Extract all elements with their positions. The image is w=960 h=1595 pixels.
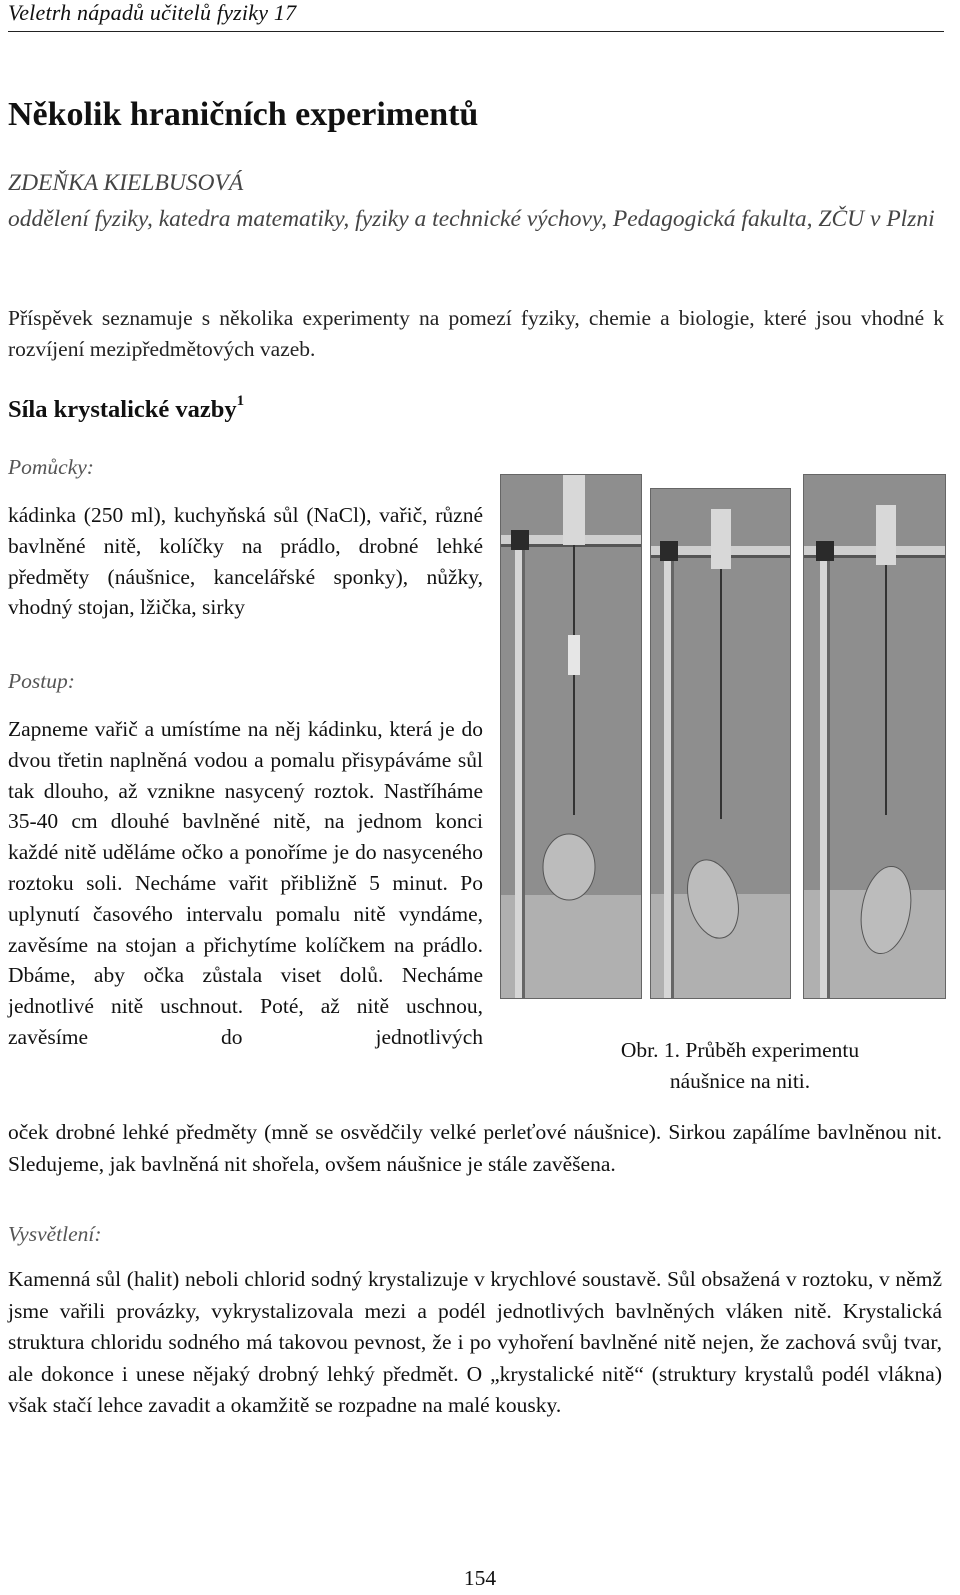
header-rule [8,31,944,32]
explanation-text: Kamenná sůl (halit) neboli chlorid sodný krystalizuje v krychlové soustavě. Sůl obsažená v roztoku, v němž jsme vařili provázky, vykrystalizovala mezi a podél jednotlivých bavlněných vláken nitě. Krystalická struktura chloridu sodného má takovou pevnost, že i po vyhoření bavlněné nitě nejen, že zachová svůj tvar, ale dokonce i unese nějaký drobný lehký předmět. O „krystalické nitě“ (struktury krystalů podél vlákna) však stačí lehce zavadit a okamžitě se rozpadne na malé kousky. [8,1267,942,1417]
experiment-photo-1 [500,474,642,999]
procedure-full-text: oček drobné lehké předměty (mně se osvědčily velké perleťové náušnice). Sirkou zapálíme bavlněnou nit. Sledujeme, jak bavlněná nit shořela, ovšem náušnice je stále zavěšena. [8,1120,942,1176]
procedure-column-text: Zapneme vařič a umístíme na něj kádinku, která je do dvou třetin naplněná vodou a pomalu přisypáváme sůl tak dlouho, až vznikne nasycený roztok. Nastříháme 35-40 cm dlouhé bavlněné nitě, na jednom konci každé nitě uděláme očko a ponoříme je do nasyceného roztoku soli. Necháme vařit přibližně 5 minut. Po uplynutí časového intervalu pomalu nitě vyndáme, zavěsíme na stojan a přichytíme kolíčkem na prádlo. Dbáme, aby očka zůstala viset dolů. Necháme jednotlivé nitě uschnout. Poté, až nitě uschnou, zavěsíme do jednotlivých [8,717,483,1049]
tools-text: kádinka (250 ml), kuchyňská sůl (NaCl), vařič, různé bavlněné nitě, kolíčky na prádlo, drobné lehké předměty (náušnice, kancelářské sponky), nůžky, vhodný stojan, lžička, sirky [8,503,483,620]
tools-label: Pomůcky: [8,455,94,479]
experiment-photo-2 [650,488,791,999]
author: ZDEŇKA KIELBUSOVÁ [8,170,244,196]
footnote-mark: 1 [236,393,245,409]
caption-line-2: náušnice na niti. [669,1069,811,1093]
affiliation: oddělení fyziky, katedra matematiky, fyziky a technické výchovy, Pedagogická fakulta, ZČU v Plzni [8,206,935,232]
section-title: Síla krystalické vazby [8,396,237,424]
abstract: Příspěvek seznamuje s několika experimenty na pomezí fyziky, chemie a biologie, které jsou vhodné k rozvíjení mezipředmětových vazeb. [8,306,944,361]
caption-line-1: Obr. 1. Průběh experimentu [620,1038,860,1062]
section-heading [8,393,245,424]
figure-caption [540,1035,940,1097]
explanation-label: Vysvětlení: [8,1222,102,1246]
running-header: Veletrh nápadů učitelů fyziky 17 [8,0,297,25]
article-title: Několik hraničních experimentů [8,96,479,133]
experiment-photo-3 [803,474,946,999]
page-number: 154 [463,1566,497,1590]
procedure-label: Postup: [8,669,75,693]
